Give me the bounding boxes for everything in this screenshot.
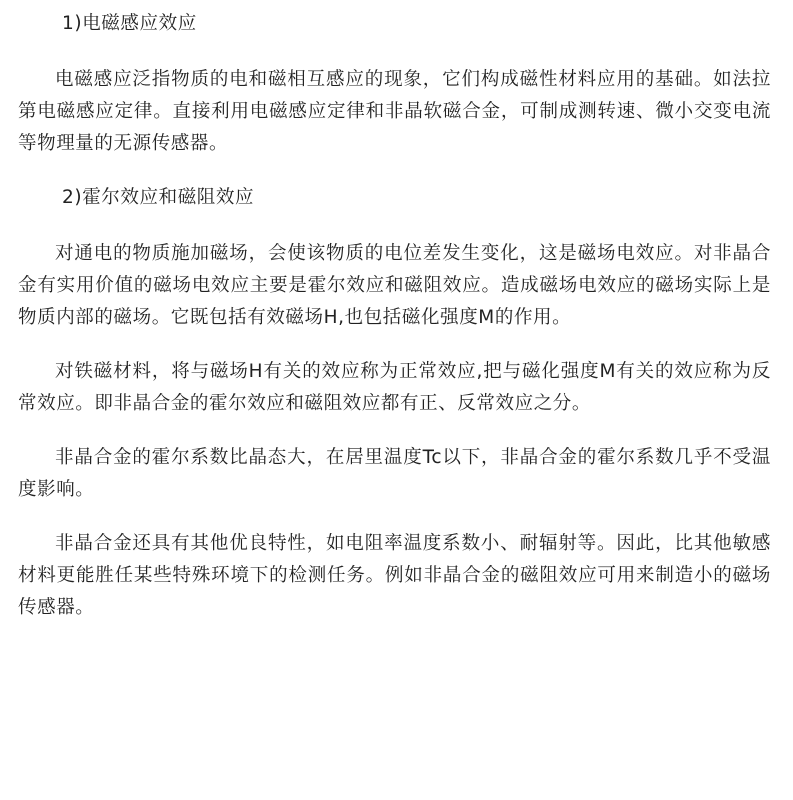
- paragraph-hall-coefficient: 非晶合金的霍尔系数比晶态大，在居里温度Tc以下，非晶合金的霍尔系数几乎不受温度影响。: [18, 447, 771, 500]
- section-heading-electromagnetic-induction: 1)电磁感应效应: [62, 13, 197, 34]
- paragraph-normal-anomalous-effect: 对铁磁材料，将与磁场H有关的效应称为正常效应,把与磁化强度M有关的效应称为反常效应。即非晶合金的霍尔效应和磁阻效应都有正、反常效应之分。: [18, 361, 771, 414]
- paragraph-electromagnetic-induction: 电磁感应泛指物质的电和磁相互感应的现象，它们构成磁性材料应用的基础。如法拉第电磁感应定律。直接利用电磁感应定律和非晶软磁合金，可制成测转速、微小交变电流等物理量的无源传感器。: [18, 69, 771, 154]
- section-heading-hall-magnetoresistance: 2)霍尔效应和磁阻效应: [62, 187, 255, 208]
- paragraph-magnetic-field-electric-effect: 对通电的物质施加磁场，会使该物质的电位差发生变化，这是磁场电效应。对非晶合金有实用价值的磁场电效应主要是霍尔效应和磁阻效应。造成磁场电效应的磁场实际上是物质内部的磁场。它既包括有效磁场H,也包括磁化强度M的作用。: [18, 243, 771, 328]
- paragraph-other-properties: 非晶合金还具有其他优良特性，如电阻率温度系数小、耐辐射等。因此，比其他敏感材料更能胜任某些特殊环境下的检测任务。例如非晶合金的磁阻效应可用来制造小的磁场传感器。: [18, 533, 771, 618]
